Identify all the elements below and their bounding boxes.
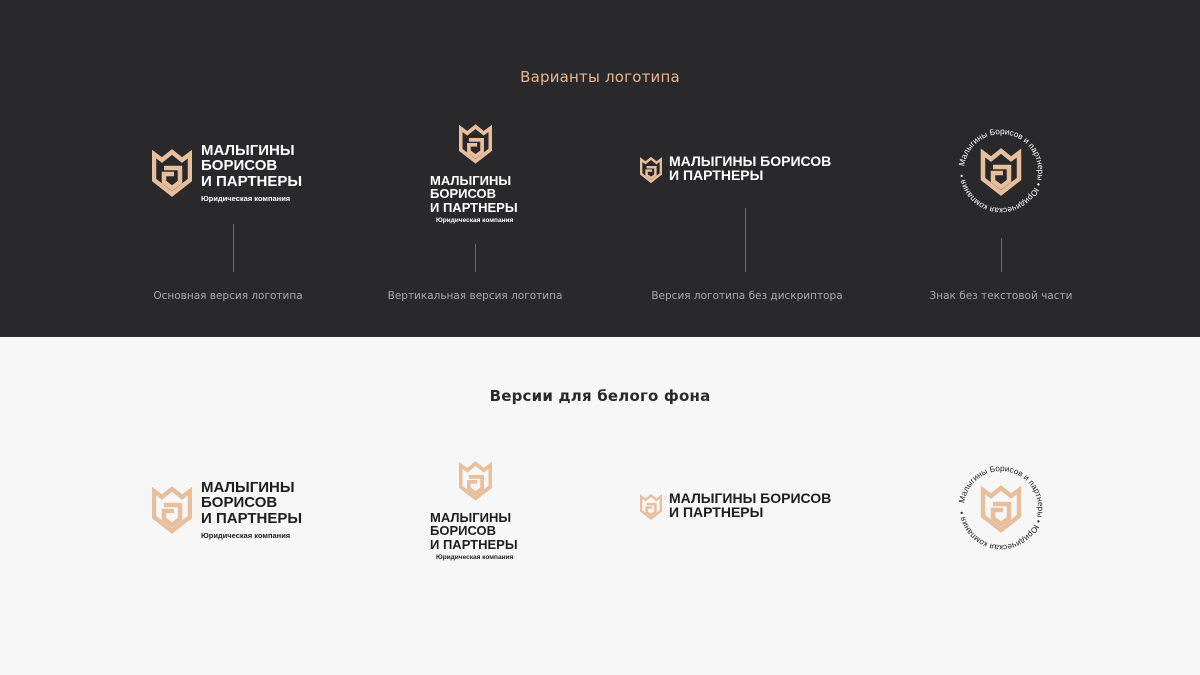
light-section [0, 337, 1200, 675]
divider-line [745, 208, 746, 272]
logo-line-1: МАЛЫГИНЫ БОРИСОВ [669, 153, 832, 169]
logo-line-1: МАЛЫГИНЫ БОРИСОВ [669, 490, 832, 506]
round-emblem [954, 461, 1048, 555]
logo-descriptor: Юридическая компания [436, 554, 514, 561]
logo-descriptor: Юридическая компания [201, 531, 291, 540]
logo-line-1: МАЛЫГИНЫ [201, 479, 295, 496]
logo-wordmark [201, 143, 302, 189]
logo-line-3: И ПАРТНЕРЫ [201, 509, 303, 527]
logo-line-2: БОРИСОВ [430, 523, 497, 539]
logo-line-3: И ПАРТНЕРЫ [430, 199, 518, 215]
logo-line-2: БОРИСОВ [201, 157, 278, 175]
logo-mark-icon [152, 146, 192, 200]
logo-line-2: БОРИСОВ [201, 494, 278, 512]
divider-line [475, 244, 476, 272]
logo-wordmark [430, 174, 518, 214]
caption-no-descriptor-version: Версия логотипа без дискриптора [651, 290, 843, 302]
logo-line-2: И ПАРТНЕРЫ [669, 167, 764, 184]
logo-descriptor: Юридическая компания [201, 194, 291, 203]
dark-section [0, 0, 1200, 337]
logo-mark-icon [459, 459, 492, 503]
round-emblem [954, 124, 1048, 218]
logo-wordmark [430, 511, 518, 551]
ring-text: Малыгины Борисов и партнеры • Юридическая компания • [957, 463, 1046, 553]
logo-line-3: И ПАРТНЕРЫ [430, 536, 518, 552]
logo-descriptor: Юридическая компания [436, 217, 514, 224]
logo-wordmark [669, 154, 831, 183]
logo-line-2: И ПАРТНЕРЫ [669, 504, 764, 521]
divider-line [1001, 238, 1002, 272]
logo-wordmark [201, 480, 302, 526]
divider-line [233, 224, 234, 272]
logo-mark-icon [459, 122, 492, 166]
caption-main-version: Основная версия логотипа [153, 290, 303, 302]
logo-line-1: МАЛЫГИНЫ [430, 510, 512, 525]
section-title: Версии для белого фона [489, 387, 711, 405]
logo-mark-icon [640, 155, 662, 185]
section-title: Варианты логотипа [520, 68, 680, 86]
caption-vertical-version: Вертикальная версия логотипа [387, 290, 563, 302]
logo-line-3: И ПАРТНЕРЫ [201, 172, 303, 190]
logo-wordmark [669, 491, 831, 520]
logo-line-1: МАЛЫГИНЫ [201, 142, 295, 159]
logo-line-1: МАЛЫГИНЫ [430, 173, 512, 188]
caption-sign-only: Знак без текстовой части [929, 290, 1073, 302]
logo-mark-icon [152, 483, 192, 537]
logo-line-2: БОРИСОВ [430, 186, 497, 202]
ring-text: Малыгины Борисов и партнеры • Юридическая компания • [957, 126, 1046, 216]
logo-mark-icon [640, 492, 662, 522]
